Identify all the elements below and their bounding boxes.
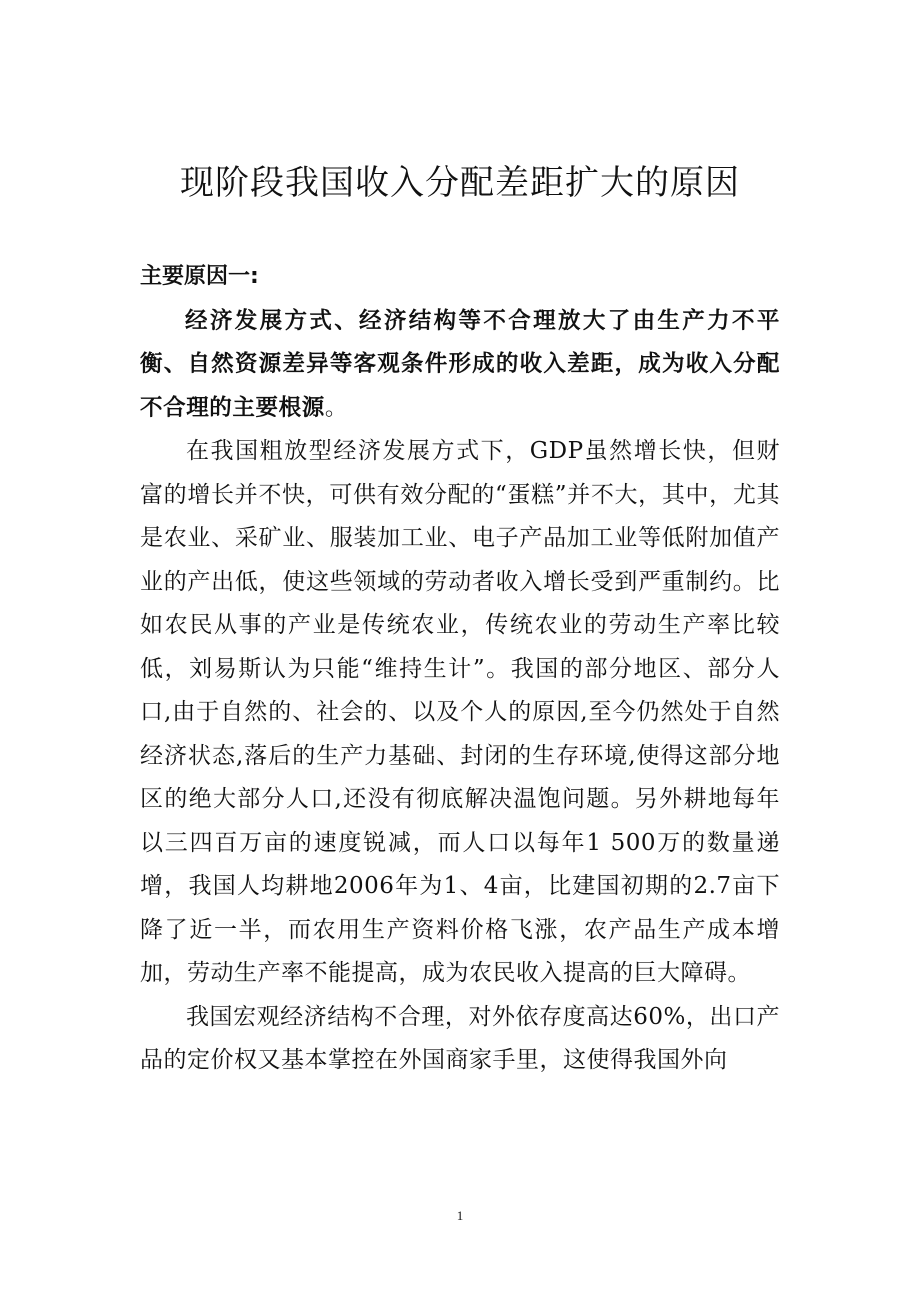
page-number: 1: [456, 1208, 464, 1223]
key-point-text: 经济发展方式、经济结构等不合理放大了由生产力不平衡、自然资源差异等客观条件形成的收入差距，成为收入分配不合理的主要根源: [140, 307, 780, 421]
key-point-period: 。: [324, 394, 348, 421]
key-point-paragraph: [140, 300, 780, 431]
body-paragraph-2: 我国宏观经济结构不合理，对外依存度高达60%，出口产品的定价权又基本掌控在外国商家手里，这使得我国外向: [140, 1003, 780, 1073]
document-title: 现阶段我国收入分配差距扩大的原因: [180, 163, 740, 203]
section-heading: 主要原因一:: [140, 264, 259, 289]
body-paragraph-1: 在我国粗放型经济发展方式下，GDP虽然增长快，但财富的增长并不快，可供有效分配的“蛋糕”并不大，其中，尤其是农业、采矿业、服装加工业、电子产品加工业等低附加值产业的产出低，使这些领域的劳动者收入增长受到严重制约。比如农民从事的产业是传统农业，传统农业的劳动生产率比较低，刘易斯认为只能“维持生计”。我国的部分地区、部分人口,由于自然的、社会的、以及个人的原因,至今仍然处于自然经济状态,落后的生产力基础、封闭的生存环境,使得这部分地区的绝大部分人口,还没有彻底解决温饱问题。另外耕地每年以三四百万亩的速度锐减，而人口以每年1 500万的数量递增，我国人均耕地2006年为1、4亩，比建国初期的2.7亩下降了近一半，而农用生产资料价格飞涨，农产品生产成本增加，劳动生产率不能提高，成为农民收入提高的巨大障碍。: [140, 438, 780, 986]
document-body: [140, 255, 780, 1083]
